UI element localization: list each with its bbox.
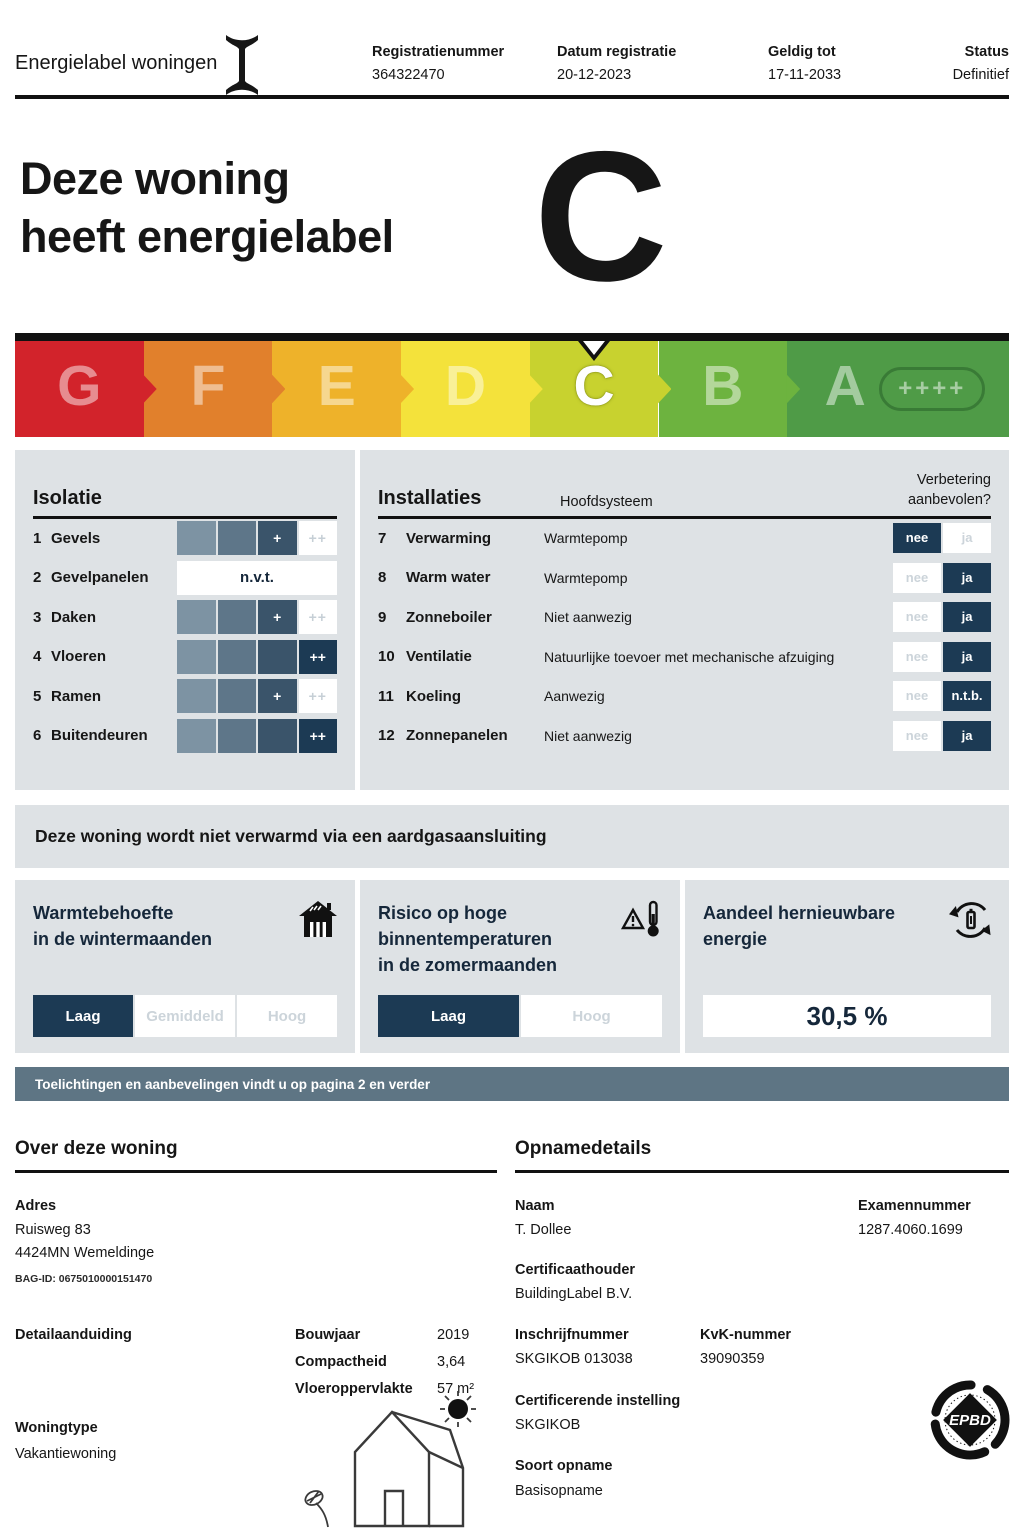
page-title-line2: heeft energielabel xyxy=(20,211,394,262)
section-title-opname: Opnamedetails xyxy=(515,1138,652,1159)
epbd-stamp-icon xyxy=(928,1378,1012,1467)
rating-cell-plusplus: ++ xyxy=(299,719,338,753)
isolatie-panel xyxy=(15,450,355,790)
isolatie-row xyxy=(33,598,337,638)
energy-scale xyxy=(15,333,1009,437)
installaties-title: Installaties xyxy=(378,487,482,509)
installaties-row xyxy=(378,716,991,756)
inschrijfnummer-value: SKGIKOB 013038 xyxy=(515,1351,633,1367)
compactheid-label: Compactheid xyxy=(295,1354,387,1370)
rating-cell-plusplus: ++ xyxy=(299,640,338,674)
toggle-option-ja: ja xyxy=(943,523,991,553)
row-label: Ventilatie xyxy=(406,648,472,666)
scale-segment-g xyxy=(15,341,144,437)
box-title xyxy=(703,900,991,952)
overheating-warning-icon xyxy=(620,898,664,945)
warmtebehoefte-toggle xyxy=(33,995,337,1037)
field-value: 20-12-2023 xyxy=(557,67,632,83)
segment-letter-active: C xyxy=(573,354,615,419)
toggle-option-nee: nee xyxy=(893,642,941,672)
row-label: Warm water xyxy=(406,569,491,587)
examennummer-value: 1287.4060.1699 xyxy=(858,1222,963,1238)
advice-toggle xyxy=(893,681,991,711)
segment-letter: A xyxy=(824,354,866,419)
toggle-option-nee: nee xyxy=(893,681,941,711)
isolatie-row xyxy=(33,637,337,677)
rating-cell xyxy=(177,719,216,753)
section-divider xyxy=(515,1170,1009,1173)
field-label: Registratienummer xyxy=(372,44,505,60)
rating-cell xyxy=(218,679,257,713)
certificaathouder-value: BuildingLabel B.V. xyxy=(515,1286,633,1302)
installaties-row xyxy=(378,677,991,717)
vloeroppervlakte-value: 57 m² xyxy=(437,1381,475,1397)
toggle-option-hoog: Hoog xyxy=(521,995,662,1037)
row-label: Daken xyxy=(51,608,97,626)
section-divider xyxy=(15,1170,497,1173)
kvk-label: KvK-nummer xyxy=(700,1327,792,1343)
hernieuwbare-energie-box xyxy=(685,880,1009,1053)
rating-cell xyxy=(177,521,216,555)
kvk-value: 39090359 xyxy=(700,1351,765,1367)
field-label: Geldig tot xyxy=(768,44,836,60)
adres-line1: Ruisweg 83 xyxy=(15,1222,91,1238)
field-label: Datum registratie xyxy=(557,44,677,60)
warmtebehoefte-box xyxy=(15,880,355,1053)
field-value: 364322470 xyxy=(372,67,445,83)
row-system: Natuurlijke toevoer met mechanische afzuiging xyxy=(544,648,835,665)
segment-letter: G xyxy=(57,354,102,419)
row-number: 4 xyxy=(33,648,42,666)
row-number: 6 xyxy=(33,727,42,745)
row-system: Warmtepomp xyxy=(544,530,628,547)
instelling-value: SKGIKOB xyxy=(515,1417,581,1433)
rating-bar xyxy=(177,600,337,634)
renewable-energy-icon xyxy=(949,898,993,947)
toggle-option-nee: nee xyxy=(893,563,941,593)
box-title-line2: in de wintermaanden xyxy=(33,929,213,949)
rating-bar xyxy=(177,640,337,674)
segment-letter: D xyxy=(444,354,487,419)
installaties-panel xyxy=(360,450,1009,790)
naam-value: T. Dollee xyxy=(515,1222,572,1238)
header-field-datum-registratie xyxy=(557,44,676,83)
field-value: 17-11-2033 xyxy=(768,67,842,83)
segment-letter: F xyxy=(190,354,226,419)
row-system: Warmtepomp xyxy=(544,569,628,586)
header-field-geldig-tot xyxy=(768,44,841,83)
vloeroppervlakte-label: Vloeroppervlakte xyxy=(295,1381,413,1397)
toggle-option-gemiddeld: Gemiddeld xyxy=(135,995,235,1037)
rating-cell-empty: ++ xyxy=(299,521,338,555)
toggle-option-nee: nee xyxy=(893,523,941,553)
isolatie-title: Isolatie xyxy=(33,487,102,509)
row-system: Niet aanwezig xyxy=(544,727,632,744)
rating-cell-plus: + xyxy=(258,679,297,713)
row-number: 1 xyxy=(33,529,42,547)
rating-cell xyxy=(258,719,297,753)
instelling-label: Certificerende instelling xyxy=(515,1393,681,1409)
scale-segment-f xyxy=(144,341,273,437)
row-system: Niet aanwezig xyxy=(544,609,632,626)
field-label: Status xyxy=(964,44,1009,60)
advice-toggle xyxy=(893,642,991,672)
detailaanduiding-label: Detailaanduiding xyxy=(15,1327,132,1343)
toggle-option-hoog: Hoog xyxy=(237,995,337,1037)
scale-segment-d xyxy=(401,341,530,437)
installaties-row xyxy=(378,519,991,559)
page-title xyxy=(20,150,394,266)
house-illustration xyxy=(298,1385,488,1536)
row-number: 12 xyxy=(378,727,395,745)
row-number: 11 xyxy=(378,687,394,705)
header-divider xyxy=(15,95,1009,99)
row-label: Ramen xyxy=(51,687,102,705)
logo-text: Energielabel woningen xyxy=(15,52,218,74)
column-header-line1: Verbetering xyxy=(916,472,991,488)
row-system: Aanwezig xyxy=(544,688,605,705)
row-label: Verwarming xyxy=(406,529,492,547)
adres-line2: 4424MN Wemeldinge xyxy=(15,1245,155,1261)
naam-label: Naam xyxy=(515,1198,555,1214)
column-header-line2: aanbevolen? xyxy=(907,492,991,508)
row-label: Buitendeuren xyxy=(51,727,148,745)
installaties-row xyxy=(378,598,991,638)
woningtype-value: Vakantiewoning xyxy=(15,1446,117,1462)
rating-cell xyxy=(218,719,257,753)
row-label: Gevels xyxy=(51,529,101,547)
rating-cell-empty: ++ xyxy=(299,679,338,713)
row-label: Zonneboiler xyxy=(406,608,492,626)
toggle-option-ja: ja xyxy=(943,563,991,593)
rating-cell xyxy=(218,521,257,555)
isolatie-row xyxy=(33,519,337,559)
rating-cell xyxy=(258,640,297,674)
segment-letter: B xyxy=(702,354,744,419)
rating-cell xyxy=(177,679,216,713)
installaties-header xyxy=(378,468,991,516)
row-number: 5 xyxy=(33,687,42,705)
row-number: 2 xyxy=(33,569,42,587)
rating-cell xyxy=(218,600,257,634)
isolatie-row xyxy=(33,677,337,717)
certificaathouder-label: Certificaathouder xyxy=(515,1262,636,1278)
toggle-option-nee: nee xyxy=(893,602,941,632)
row-label: Zonnepanelen xyxy=(406,727,508,745)
advice-toggle xyxy=(893,602,991,632)
section-title-woning: Over deze woning xyxy=(15,1138,178,1159)
header-field-status xyxy=(869,44,1009,83)
scale-segment-b xyxy=(659,341,788,437)
renewable-share-value: 30,5 % xyxy=(703,995,991,1037)
soort-opname-label: Soort opname xyxy=(515,1458,613,1474)
installaties-row xyxy=(378,558,991,598)
rating-cell-empty: ++ xyxy=(299,600,338,634)
toggle-option-ntb: n.t.b. xyxy=(943,681,991,711)
rating-bar xyxy=(177,679,337,713)
toggle-option-nee: nee xyxy=(893,721,941,751)
column-header-hoofdsysteem: Hoofdsysteem xyxy=(560,494,653,510)
box-title-line1: Warmtebehoefte xyxy=(33,903,174,923)
page2-note-banner: Toelichtingen en aanbevelingen vindt u op pagina 2 en verder xyxy=(15,1067,1009,1101)
compactheid-value: 3,64 xyxy=(437,1354,466,1370)
isolatie-header xyxy=(33,468,337,516)
toggle-option-laag: Laag xyxy=(33,995,133,1037)
toggle-option-ja: ja xyxy=(943,642,991,672)
page-title-line1: Deze woning xyxy=(20,153,290,204)
row-label: Gevelpanelen xyxy=(51,569,149,587)
soort-opname-value: Basisopname xyxy=(515,1483,603,1499)
toggle-option-laag: Laag xyxy=(378,995,519,1037)
scale-pointer-icon xyxy=(583,341,605,355)
column-header-verbetering xyxy=(908,470,991,510)
box-title xyxy=(33,900,337,952)
row-number: 10 xyxy=(378,648,395,666)
svg-text:EPBD: EPBD xyxy=(949,1412,991,1429)
segment-letter: E xyxy=(317,354,356,419)
bouwjaar-label: Bouwjaar xyxy=(295,1327,361,1343)
row-label: Koeling xyxy=(406,687,461,705)
gas-banner: Deze woning wordt niet verwarmd via een aardgasaansluiting xyxy=(15,805,1009,868)
row-number: 3 xyxy=(33,608,42,626)
rating-cell xyxy=(177,600,216,634)
house-heating-icon xyxy=(297,898,339,945)
row-number: 8 xyxy=(378,569,387,587)
isolatie-row xyxy=(33,558,337,598)
rating-cell xyxy=(218,640,257,674)
scale-segment-a xyxy=(787,341,1009,437)
risico-box xyxy=(360,880,680,1053)
box-title-line1: Aandeel hernieuwbare xyxy=(703,903,896,923)
rating-cell-plus: + xyxy=(258,521,297,555)
rating-cell xyxy=(177,640,216,674)
rating-bar xyxy=(177,719,337,753)
advice-toggle xyxy=(893,563,991,593)
scale-segment-e xyxy=(272,341,401,437)
scale-top-bar xyxy=(15,333,1009,341)
energielabel-beam-icon xyxy=(224,34,260,101)
rating-bar xyxy=(177,521,337,555)
bag-id: BAG-ID: 0675010000151470 xyxy=(15,1273,153,1285)
box-title-line2: binnentemperaturen xyxy=(378,929,553,949)
woningtype-label: Woningtype xyxy=(15,1420,98,1436)
box-title-line1: Risico op hoge xyxy=(378,903,508,923)
examennummer-label: Examennummer xyxy=(858,1198,971,1214)
row-label: Vloeren xyxy=(51,648,107,666)
inschrijfnummer-label: Inschrijfnummer xyxy=(515,1327,629,1343)
header-field-registratienummer xyxy=(372,44,504,83)
risico-toggle xyxy=(378,995,662,1037)
rating-bar-nvt: n.v.t. xyxy=(177,561,337,595)
rating-cell-plus: + xyxy=(258,600,297,634)
isolatie-row xyxy=(33,716,337,756)
toggle-option-ja: ja xyxy=(943,721,991,751)
box-title-line2: energie xyxy=(703,929,768,949)
installaties-row xyxy=(378,637,991,677)
advice-toggle xyxy=(893,523,991,553)
a-plus-pill: ++++ xyxy=(879,367,985,411)
row-number: 7 xyxy=(378,529,387,547)
adres-label: Adres xyxy=(15,1198,57,1214)
field-value: Definitief xyxy=(952,67,1009,83)
box-title-line3: in de zomermaanden xyxy=(378,955,558,975)
advice-toggle xyxy=(893,721,991,751)
row-number: 9 xyxy=(378,608,387,626)
energy-label-letter: C xyxy=(534,114,668,320)
toggle-option-ja: ja xyxy=(943,602,991,632)
bouwjaar-value: 2019 xyxy=(437,1327,470,1343)
